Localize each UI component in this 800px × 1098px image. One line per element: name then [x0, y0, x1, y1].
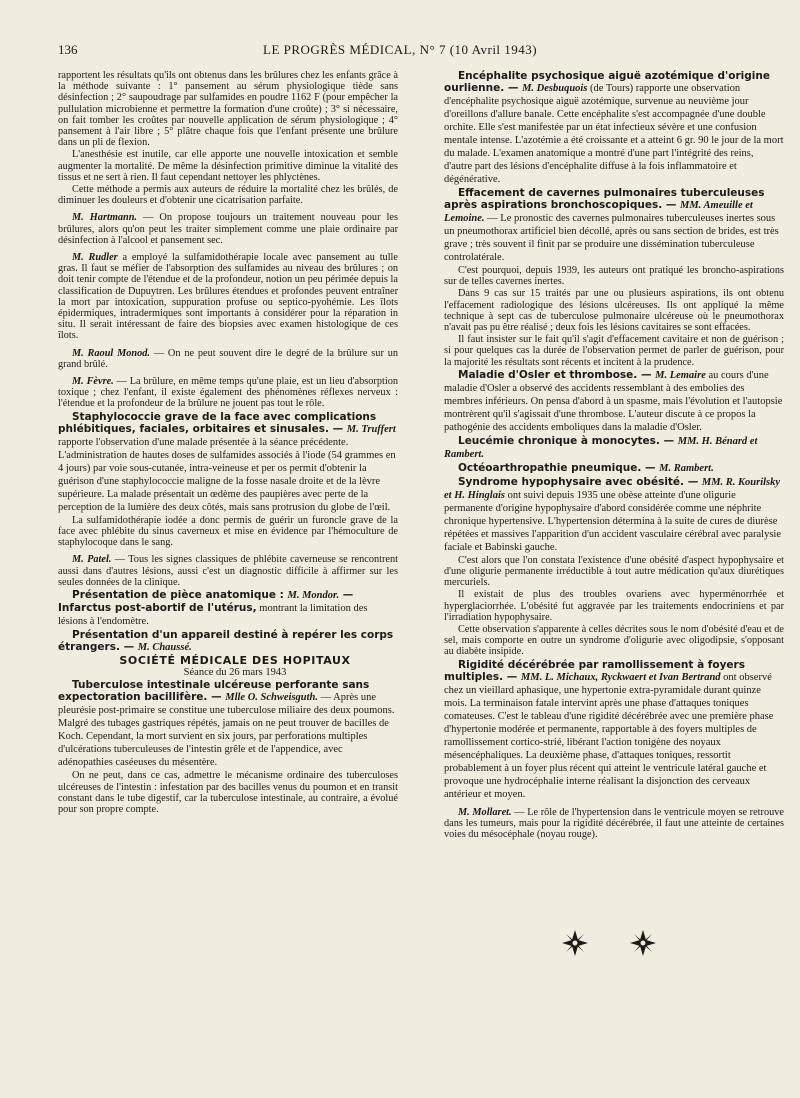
article-text: rapporte l'observation d'une malade présentée à la séance précédente. L'administration de hautes doses de sulfamides associés à l'iode (54 grammes en 4 jours) par voie sous-cutanée, intra-veineuse et per os permit d'obtenir la guérison d'une staphylococcie maligne de la fosse nasale droite et de la lèvre supérieure. La malade présentait un œdème des paupières avec perte de la perception de la lumière des deux côtés, mais sans protrusion du globe de l'œil. — [58, 436, 396, 513]
article-leucemie — [444, 435, 784, 461]
society-heading: SOCIÉTÉ MÉDICALE DES HOPITAUX — [119, 653, 351, 667]
author: M. Fèvre. — [72, 376, 114, 388]
discussion-text: — On propose toujours un traitement nouveau pour les brûlures, alors qu'on peut les traiter simplement comme une plaie ordinaire par désinfection à l'alcool et pansement sec. — [58, 212, 398, 246]
article-cavernes — [444, 187, 784, 264]
paragraph: rapportent les résultats qu'ils ont obtenus dans les brûlures chez les enfants grâce à la méthode suivante : 1° pansement au sérum physiologique tiède sans désinfection ; 2° saupoudrage par sulfamides en poudre 1162 F (pour empêcher la pullulation microbienne et permettre la formation d'une croûte) ; 3° si nécessaire, on fait tomber les croûtes par nouvelle application de sérum physiologique ; 4° pansement à l'air libre ; 5° plâtre chaque fois que l'enfant présente une brûlure dans un pli de flexion. — [58, 70, 398, 149]
article-title: Maladie d'Osler et thrombose. — — [458, 368, 656, 381]
author: Mlle O. Schweisguth. — [225, 692, 319, 704]
ornaments — [560, 928, 690, 962]
author: MM. H. Bénard et Rambert. — [444, 435, 758, 460]
article-text: — Le pronostic des cavernes pulmonaires tuberculeuses inertes sous un pneumothorax artificiel bien décollé, après ou sans section de brides, est très grave ; très souvent il finit par se produire une dissémination tuberculeuse controlatérale. — [444, 213, 779, 263]
discussion-text: — On ne peut souvent dire le degré de la brûlure sur un grand brûlé. — [58, 347, 398, 370]
author: M. Desbuquois — [522, 83, 588, 94]
author: M. Lemaire — [655, 369, 706, 381]
discussion-text: — Le rôle de l'hypertension dans le ventricule moyen se retrouve dans les tumeurs, mais pour la rigidité décérébrée, il faut une atteinte de certaines voies du mésocéphale (noyau rouge). — [444, 806, 784, 841]
paragraph: L'anesthésie est inutile, car elle apporte une nouvelle intoxication et semble augmenter la mortalité. De même la désinfection primitive diminue la vitalité des tissus et ne sert à rien. Il faut cependant nettoyer les phlyctènes. — [58, 149, 398, 183]
article-title: Encéphalite psychosique aiguë azotémique d'origine ourlienne. — — [444, 70, 770, 94]
author: M. Patel. — [72, 554, 112, 566]
discussion-fevre — [58, 376, 398, 410]
article-title: Présentation d'un appareil destiné à repérer les corps étrangers. — — [58, 628, 394, 653]
article-text: (de Tours) rapporte une observation d'encéphalite psychosique aiguë azotémique, survenue au neuvième jour d'oreillons d'allure banale. Cette encéphalite s'est accompagnée d'une double orchite. Elle s'est manifestée par un état infectieux sévère et une confusion mentale intense. L'azotémie a été croissante et a atteint 6 gr. 90 le jour de la mort du malade. L'examen anatomique a montré d'une part l'intégrité des reins, d'autre part des lésions d'encéphalite diffuse à la fois inflammatoire et dégénérative. — [444, 83, 784, 185]
article-encephalite — [444, 70, 784, 186]
article-staphylococcie — [58, 411, 398, 514]
author: MM. R. Kourilsky et H. Hinglais — [444, 476, 781, 501]
seance-date: Séance du 26 mars 1943 — [183, 667, 287, 679]
article-title: Tuberculose intestinale ulcéreuse perforante sans expectoration bacillifère. — — [58, 679, 370, 704]
article-tuberculose — [58, 679, 398, 769]
discussion-text: — Tous les signes classiques de phlébite caverneuse se rencontrent aussi dans d'autres lésions, aussi c'est un diagnostic difficile à affirmer sur les seules données de la clinique. — [58, 554, 399, 588]
author: M. Mondor. — [287, 589, 340, 601]
article-text: ont suivi depuis 1935 une obèse atteinte d'une oligurie permanente d'origine hypophysaire d'abord considérée comme une néphrite chronique hypertensive. L'hypertension détermina à la suite de cures de diurèse répétées et massives l'apparition d'un accident vasculaire cérébral avec paralysie faciale et Babinski gauche. — [444, 489, 781, 553]
journal-title: LE PROGRÈS MÉDICAL, N° 7 (10 Avril 1943) — [263, 42, 538, 57]
article-title: Staphylococcie grave de la face avec complications phlébitiques, faciales, orbitaires et sinusales. — — [58, 410, 377, 435]
article-title: Leucémie chronique à monocytes. — — [458, 434, 678, 447]
article-piece-anatomique — [58, 589, 398, 628]
paragraph: Cette observation s'apparente à celles décrites sous le nom d'obésité d'eau et de sel, mais comporte en outre un syndrome d'oligurie avec oligodipsie, s'opposant au diabète insipide. — [444, 624, 784, 658]
article-rigidite — [444, 659, 784, 801]
paragraph: Dans 9 cas sur 15 traités par une ou plusieurs aspirations, ils ont obtenu l'effacement radiologique des lésions ulcéreuses. Ils ont appliqué la même technique à sept cas de tuberculose pulmonaire ulcéreuse où le pneumothorax n'avait pas pu être réalisé ; deux fois les lésions cavitaires se sont effacées. — [444, 288, 784, 334]
discussion-monod — [58, 348, 398, 370]
article-text: montrant la limitation des lésions à l'endomètre. — [58, 602, 368, 627]
discussion-patel — [58, 554, 398, 588]
article-text: au cours d'une maladie d'Osler a observé des accidents ressemblant à des embolies des membres inférieurs. On pensa d'abord à un spasme, mais l'évolution et l'autopsie montrèrent qu'il s'agissait d'une thrombose. L'auteur discute à ce propos la pathogénie des accidents emboliques dans la maladie d'Osler. — [444, 369, 783, 433]
article-title: Présentation de pièce anatomique : — [72, 588, 288, 601]
author: M. Truffert — [346, 423, 396, 435]
page-number: 136 — [58, 42, 78, 57]
article-title: Effacement de cavernes pulmonaires tuberculeuses après aspirations bronchoscopiques. — — [444, 187, 765, 211]
paragraph: Il existait de plus des troubles ovariens avec hyperménorrhée et hyperglaciorrhée. L'obésité fut aggravée par les traitements endocriniens et par l'irradiation hypophysaire. — [444, 589, 784, 623]
discussion-text: — La brûlure, en même temps qu'une plaie, est un lieu d'absorption toxique ; chez l'enfant, il existe également des phénomènes réflexes nerveux : l'étendue et la profondeur de la brûlure ne jouent pas tout le rôle. — [58, 376, 398, 410]
article-text: ont observé chez un vieillard aphasique, une hypertonie extra-pyramidale durant quinze mois. La terminaison fatale intervint après une phase d'attaques toniques comateuses. C'est le tableau d'une rigidité décérébrée avec une première phase d'hypertonie modérée et permanente, rapportable à des foyers multiples de ramollissement cortico-strié, libérant l'action tonigène des noyaux mésencéphaliques. La deuxième phase, d'attaques toniques, ressortit probablement à un foyer plus récent qui atteint le ventricule latéral gauche et provoque une hydrocéphalie interne réalisant la disjonction des cerveaux antérieur et moyen. — [444, 671, 774, 800]
author: M. Mollaret. — [458, 806, 512, 818]
discussion-rudler — [58, 252, 398, 342]
right-column — [444, 70, 784, 841]
article-osteoarthropathie — [444, 462, 784, 475]
article-title: Rigidité décérébrée par ramollissement à foyers multiples. — — [444, 658, 745, 683]
discussion-hartmann — [58, 212, 398, 246]
star-ornament-icon — [628, 928, 658, 958]
paragraph: Cette méthode a permis aux auteurs de réduire la mortalité chez les brûlés, de diminuer les douleurs et d'obtenir une cicatrisation parfaite. — [58, 184, 398, 207]
left-column — [58, 70, 398, 816]
discussion-mollaret — [444, 807, 784, 841]
author: M. Hartmann. — [72, 212, 137, 224]
article-syndrome-hypophysaire — [444, 476, 784, 554]
author: MM. L. Michaux, Ryckwaert et Ivan Bertrand — [520, 671, 721, 683]
discussion-text: a employé la sulfamidothérapie locale avec pansement au tulle gras. Il faut se méfier de l'absorption des sulfamides au niveau des brûlures ; on doit tenir compte de l'étendue et de la profondeur, notion un peu périmée depuis la classification de Dupuytren. Les brûlures étendues et profondes peuvent entraîner la mort par intoxication, suppuration profuse ou septico-pyohémie. Les îlots épidermiques, intradermiques sont importants à considérer pour la réparation in situ. Il serait intéressant de faire des biopsies avec examen histologique de ces îlots. — [58, 252, 398, 342]
paragraph: Il faut insister sur le fait qu'il s'agit d'effacement cavitaire et non de guérison ; si pour quelques cas la durée de l'observation permet de parler de guérison, pour la majorité les résultats sont récents et incitent à la prudence. — [444, 334, 784, 368]
author: M. Raoul Monod. — [72, 347, 151, 359]
author: M. Rambert. — [659, 462, 714, 474]
article-text: — Après une pleurésie post-primaire se constitue une tuberculose miliaire des deux poumons. Malgré des tubages gastriques répétés, jamais on ne peut trouver de bacilles de Koch. Cependant, la mort survient en six jours, par perforations multiples d'ulcérations tuberculeuses de l'intestin grêle et de l'appendice, avec adénopathies caséeuses du mésentère. — [58, 692, 395, 769]
article-title: Syndrome hypophysaire avec obésité. — — [458, 475, 702, 488]
article-title: — Infarctus post-abortif de l'utérus, — [58, 588, 354, 614]
star-ornament-icon — [560, 928, 590, 958]
paragraph: La sulfamidothérapie iodée a donc permis de guérir un furoncle grave de la face avec phlébite du sinus caverneux et mise en évidence par l'hémoculture de staphylocoque dans le sang. — [58, 514, 398, 549]
author: MM. Ameuille et Lemoine. — [444, 200, 753, 224]
author: M. Rudler — [72, 252, 118, 264]
paragraph: On ne peut, dans ce cas, admettre le mécanisme ordinaire des tuberculoses ulcéreuses de l'intestin : infestation par des bacilles venus du poumon et en transit constant dans le tube digestif, car la tuberculose intestinale, au contraire, a évolué pour son propre compte. — [58, 770, 398, 815]
paragraph: C'est pourquoi, depuis 1939, les auteurs ont pratiqué les broncho-aspirations sur de telles cavernes inertes. — [444, 265, 784, 288]
article-appareil — [58, 629, 398, 654]
article-title: Octéoarthropathie pneumique. — — [458, 461, 660, 474]
article-osler — [444, 369, 784, 434]
paragraph: C'est alors que l'on constata l'existence d'une obésité d'aspect hypophysaire et d'une oligurie permanente irréductible à tout autre médication qu'aux diurétiques mercuriels. — [444, 554, 784, 589]
page-header — [58, 42, 770, 58]
author: M. Chaussé. — [137, 641, 192, 653]
